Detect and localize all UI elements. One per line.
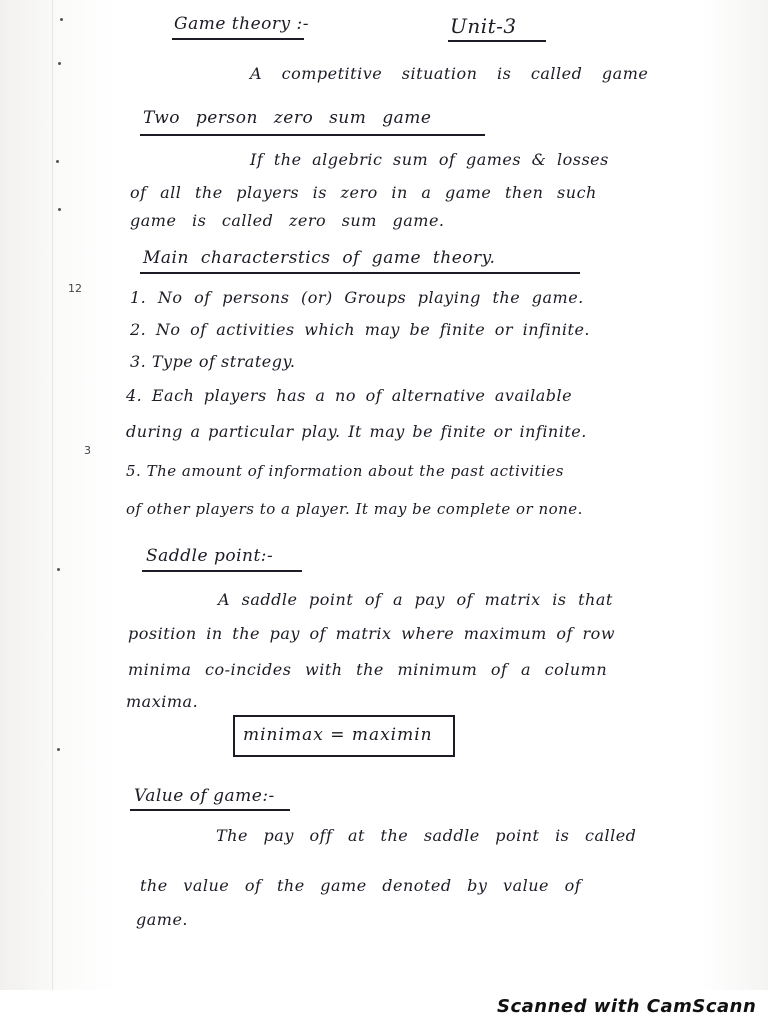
characteristic-item: 3. Type of strategy. (130, 352, 296, 371)
value-line: the value of the game denoted by value of (140, 876, 582, 895)
page-title: Game theory :- (174, 14, 309, 34)
characteristics-heading: Main characterstics of game theory. (143, 248, 496, 268)
unit-label: Unit-3 (450, 14, 517, 38)
formula-box (233, 715, 455, 757)
margin-mark: 3 (84, 444, 91, 457)
characteristic-item: 4. Each players has a no of alternative available (126, 386, 573, 405)
two-person-line: If the algebric sum of games & losses (250, 150, 609, 169)
formula-text: minimax = maximin (243, 725, 433, 745)
saddle-underline (142, 570, 302, 572)
unit-underline (448, 40, 546, 42)
two-person-line: of all the players is zero in a game then such (130, 183, 597, 202)
value-line: The pay off at the saddle point is called (216, 826, 637, 845)
value-heading: Value of game:- (134, 786, 275, 806)
margin-dot (60, 18, 63, 21)
two-person-underline (140, 134, 485, 136)
characteristics-underline (140, 272, 580, 274)
characteristic-item: 1. No of persons (or) Groups playing the game. (130, 288, 584, 307)
saddle-line: maxima. (126, 692, 199, 711)
saddle-line: A saddle point of a pay of matrix is that (218, 590, 613, 609)
characteristic-item: 2. No of activities which may be finite or infinite. (130, 320, 591, 339)
characteristic-item: during a particular play. It may be finite or infinite. (126, 422, 587, 441)
margin-dot (58, 208, 61, 211)
value-line: game. (136, 910, 189, 929)
margin-dot (57, 568, 60, 571)
margin-dot (57, 748, 60, 751)
characteristic-item: of other players to a player. It may be complete or none. (126, 500, 583, 518)
margin-line (52, 0, 53, 990)
scanner-watermark: Scanned with CamScann (497, 996, 757, 1017)
margin-dot (56, 160, 59, 163)
saddle-heading: Saddle point:- (146, 546, 274, 566)
saddle-line: position in the pay of matrix where maximum of row (128, 624, 616, 643)
margin-dot (58, 62, 61, 65)
title-underline (172, 38, 304, 40)
two-person-heading: Two person zero sum game (143, 108, 432, 128)
value-underline (130, 809, 290, 811)
two-person-line: game is called zero sum game. (130, 211, 445, 230)
intro-text: A competitive situation is called game (250, 64, 649, 83)
saddle-line: minima co-incides with the minimum of a column (128, 660, 608, 679)
characteristic-item: 5. The amount of information about the past activities (126, 462, 564, 480)
margin-mark: 12 (68, 282, 82, 295)
